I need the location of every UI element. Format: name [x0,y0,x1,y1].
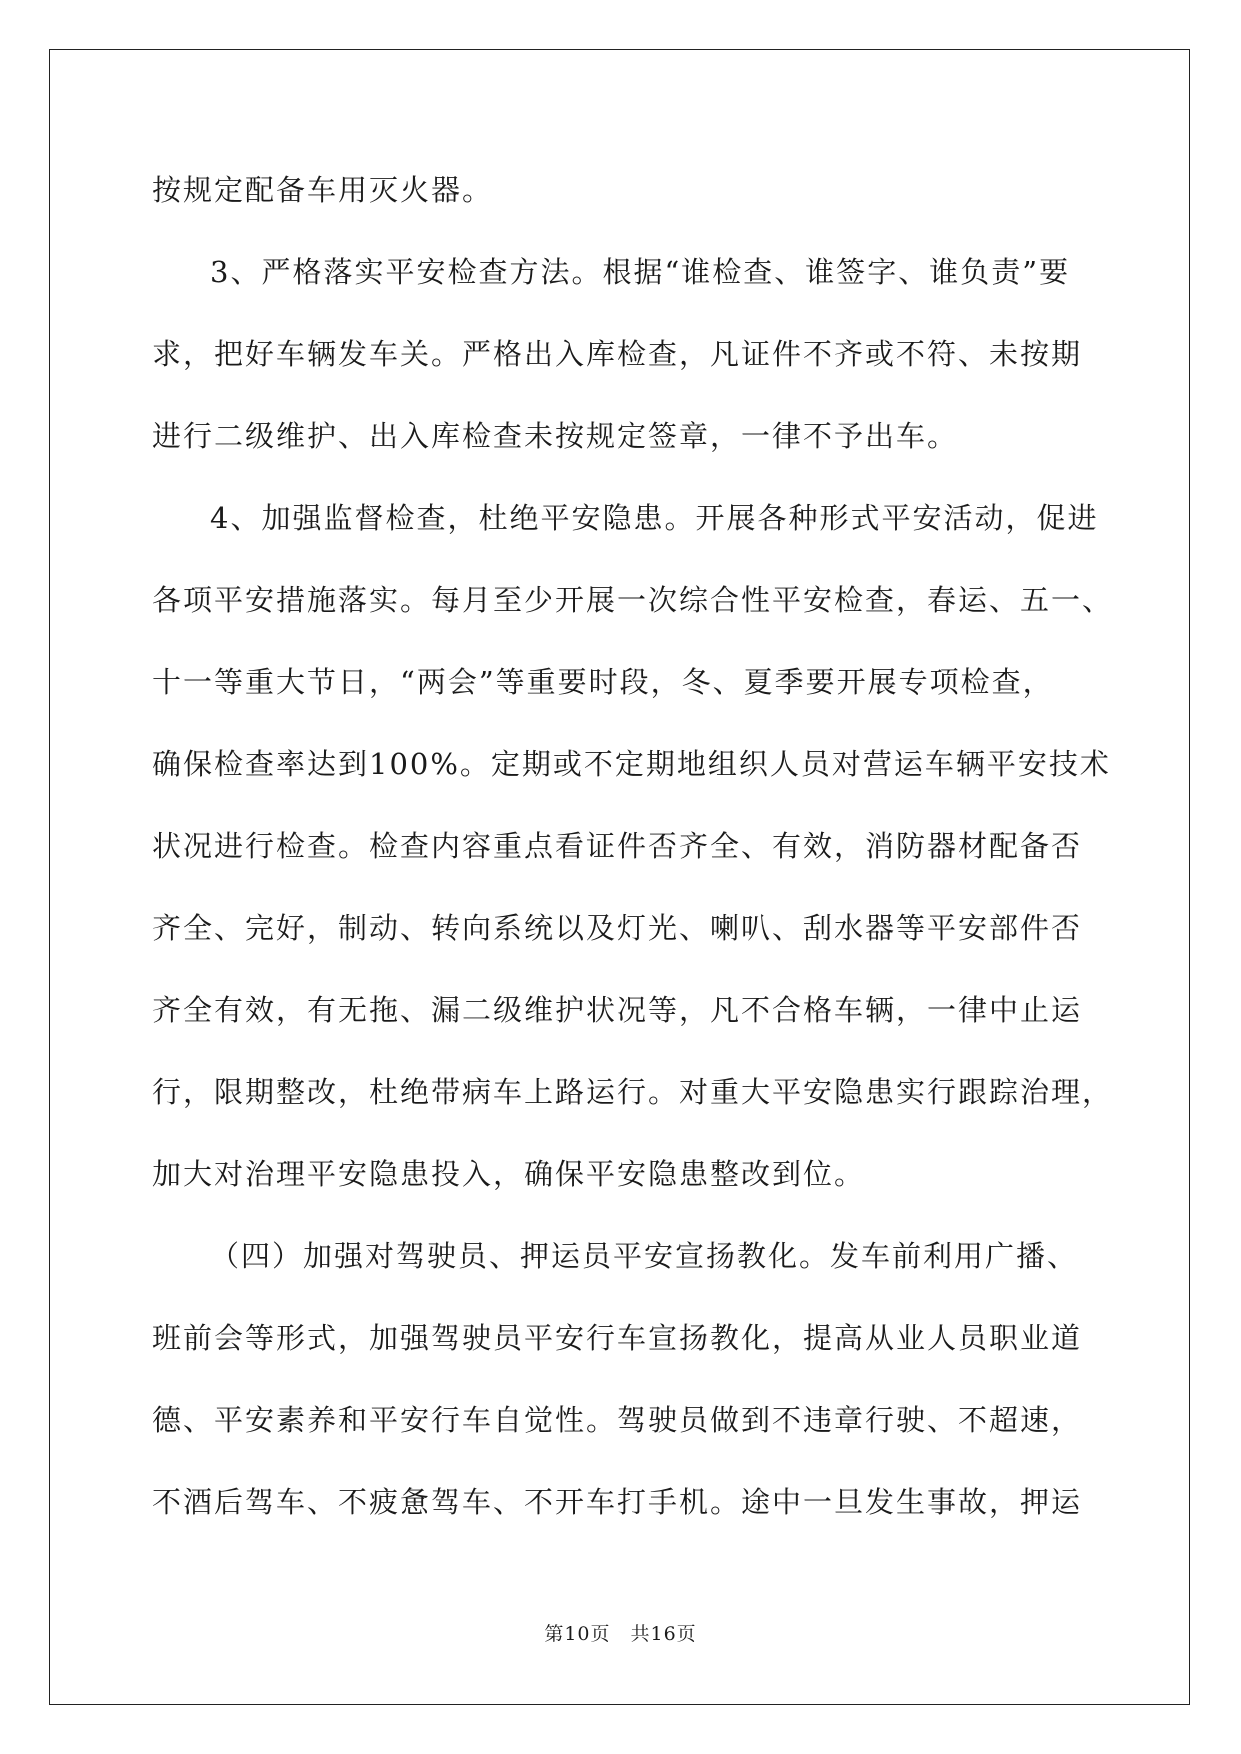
text-line: 4、加强监督检查，杜绝平安隐患。开展各种形式平安活动，促进 [210,501,1099,535]
text-line: 德、平安素养和平安行车自觉性。驾驶员做到不违章行驶、不超速， [152,1403,1083,1437]
text-line: （四）加强对驾驶员、押运员平安宣扬教化。发车前利用广播、 [210,1239,1079,1273]
text-line: 齐全有效，有无拖、漏二级维护状况等，凡不合格车辆，一律中止运 [152,993,1083,1027]
text-line: 十一等重大节日，“两会”等重要时段，冬、夏季要开展专项检查， [152,665,1054,699]
text-line: 3、严格落实平安检查方法。根据“谁检查、谁签字、谁负责”要 [210,255,1071,289]
text-line: 行，限期整改，杜绝带病车上路运行。对重大平安隐患实行跟踪治理， [152,1075,1114,1109]
text-line: 求，把好车辆发车关。严格出入库检查，凡证件不齐或不符、未按期 [152,337,1083,371]
text-line: 不酒后驾车、不疲惫驾车、不开车打手机。途中一旦发生事故，押运 [152,1485,1083,1519]
text-line: 班前会等形式，加强驾驶员平安行车宣扬教化，提高从业人员职业道 [152,1321,1083,1355]
text-line: 按规定配备车用灭火器。 [152,173,494,207]
text-line: 进行二级维护、出入库检查未按规定签章，一律不予出车。 [152,419,959,453]
text-line: 齐全、完好，制动、转向系统以及灯光、喇叭、刮水器等平安部件否 [152,911,1083,945]
text-line: 各项平安措施落实。每月至少开展一次综合性平安检查，春运、五一、 [152,583,1114,617]
text-line: 状况进行检查。检查内容重点看证件否齐全、有效，消防器材配备否 [152,829,1083,863]
text-line: 加大对治理平安隐患投入，确保平安隐患整改到位。 [152,1157,866,1191]
text-line: 确保检查率达到100%。定期或不定期地组织人员对营运车辆平安技术 [152,747,1111,781]
page-number-footer: 第10页 共16页 [544,1623,697,1645]
page-border [49,49,1190,1705]
